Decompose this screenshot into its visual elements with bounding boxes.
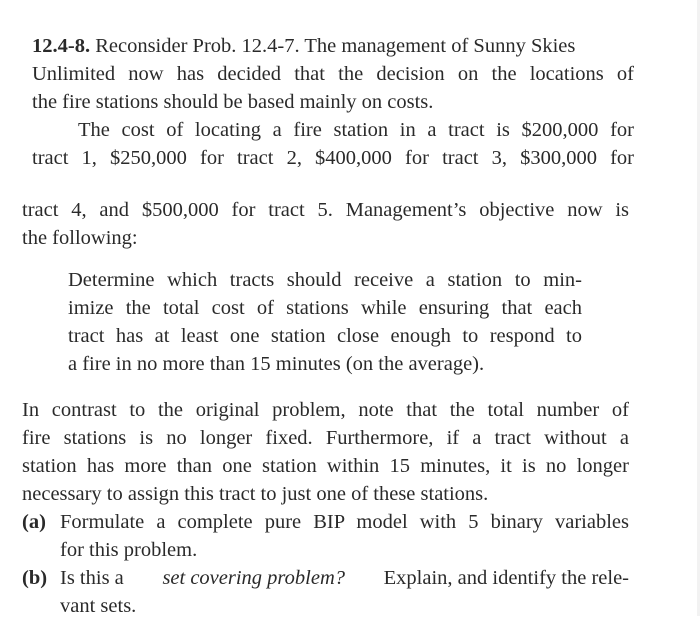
quote-line-1: Determine which tracts should receive a station to min-	[68, 269, 582, 291]
quote-line-4: a fire in no more than 15 minutes (on the average).	[68, 353, 485, 375]
part-b-italic: set covering problem?	[162, 567, 345, 589]
problem-number: 12.4-8.	[32, 35, 91, 57]
part-a-line-2: for this problem.	[60, 539, 198, 561]
part-b-label: (b)	[22, 567, 48, 589]
p3-line-1: tract 4, and $500,000 for tract 5. Management’s objective now is	[22, 199, 629, 221]
p1-line-1: Reconsider Prob. 12.4-7. The management of Sunny Skies	[95, 35, 576, 57]
part-b-line-1	[60, 564, 629, 592]
part-b-post: Explain, and identify the rele-	[383, 567, 629, 589]
quote-line-3: tract has at least one station close enough to respond to	[68, 325, 582, 347]
p2-line-2: tract 1, $250,000 for tract 2, $400,000 for tract 3, $300,000 for	[32, 147, 634, 169]
p1-line-3: the fire stations should be based mainly on costs.	[32, 91, 434, 113]
p4-line-2: fire stations is no longer fixed. Furthermore, if a tract without a	[22, 427, 629, 449]
problem-line-1	[32, 32, 634, 60]
p3-line-2: the following:	[22, 227, 138, 249]
quote-line-2: imize the total cost of stations while ensuring that each	[68, 297, 582, 319]
p4-line-4: necessary to assign this tract to just one of these stations.	[22, 483, 489, 505]
p1-line-2: Unlimited now has decided that the decision on the locations of	[32, 63, 634, 85]
p2-line-1: The cost of locating a fire station in a tract is $200,000 for	[78, 119, 634, 141]
part-b-line-2: vant sets.	[60, 595, 137, 617]
p4-line-1: In contrast to the original problem, note that the total number of	[22, 399, 629, 421]
p4-line-3: station has more than one station within 15 minutes, it is no longer	[22, 455, 629, 477]
part-a-label: (a)	[22, 511, 46, 533]
part-a-line-1: Formulate a complete pure BIP model with 5 binary variables	[60, 511, 629, 533]
part-b-pre: Is this a	[60, 567, 124, 589]
